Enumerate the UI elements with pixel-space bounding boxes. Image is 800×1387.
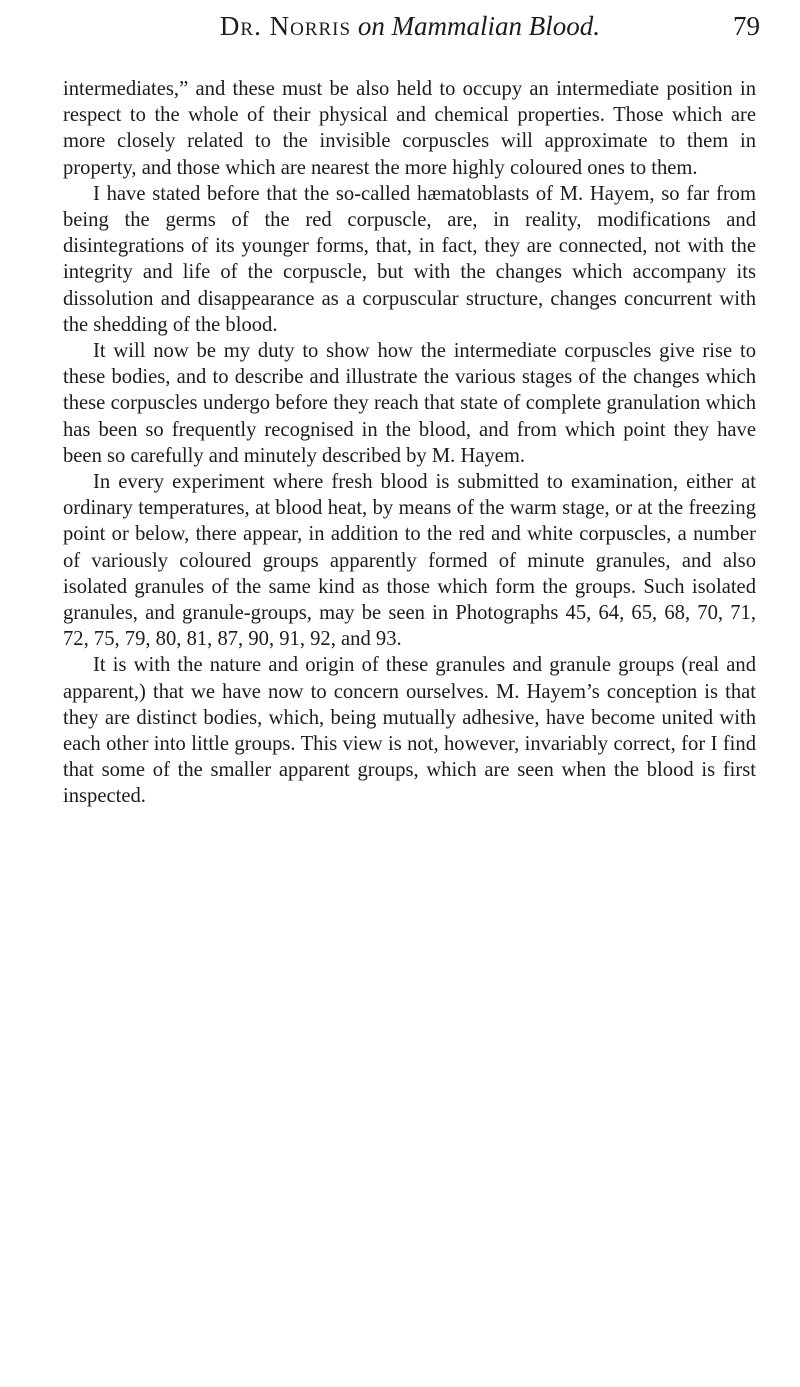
running-head <box>60 8 760 44</box>
running-title <box>60 8 760 44</box>
header-author: Dr. Norris <box>219 11 352 41</box>
paragraph-5: It is with the nature and origin of these granules and granule groups (real and apparent,) that we have now to concern ourselves. M. Hayem’s conception is that they are distinct bodies, which, being mutually adhesive, have become united with each other into little groups. This view is not, however, invariably correct, for I find that some of the smaller apparent groups, which are seen when the blood is first inspected. <box>63 654 756 808</box>
paragraph-4: In every experiment where fresh blood is submitted to examination, either at ordinary temperatures, at blood heat, by means of the warm stage, or at the freezing point or below, there appear, in addition to the red and white corpuscles, a number of variously coloured groups apparently formed of minute granules, and also isolated granules of the same kind as those which form the groups. Such isolated granules, and granule-groups, may be seen in Photographs 45, 64, 65, 68, 70, 71, 72, 75, 79, 80, 81, 87, 90, 91, 92, and 93. <box>63 471 756 651</box>
page-number: 79 <box>733 11 760 41</box>
paragraph-3: It will now be my duty to show how the intermediate corpuscles give rise to these bodies, and to describe and illustrate the various stages of the changes which these corpuscles undergo before they reach that state of complete granulation which has been so frequently recognised in the blood, and from which point they have been so carefully and minutely described by M. Hayem. <box>63 340 756 467</box>
paragraph-1: intermediates,” and these must be also held to occupy an intermediate position in respect to the whole of their physical and chemical properties. Those which are more closely related to the invisible corpuscles will approximate to them in property, and those which are nearest the more highly coloured ones to them. <box>63 78 756 179</box>
paragraph-2: I have stated before that the so-called hæmatoblasts of M. Hayem, so far from being the germs of the red corpuscle, are, in reality, modifications and disintegrations of its younger forms, that, in fact, they are connected, not with the integrity and life of the corpuscle, but with the changes which accompany its dissolution and disappearance as a corpuscular structure, changes concurrent with the shedding of the blood. <box>63 182 756 336</box>
header-title: Mammalian Blood. <box>391 11 601 41</box>
header-connector: on <box>357 11 385 41</box>
body-text <box>63 76 756 810</box>
